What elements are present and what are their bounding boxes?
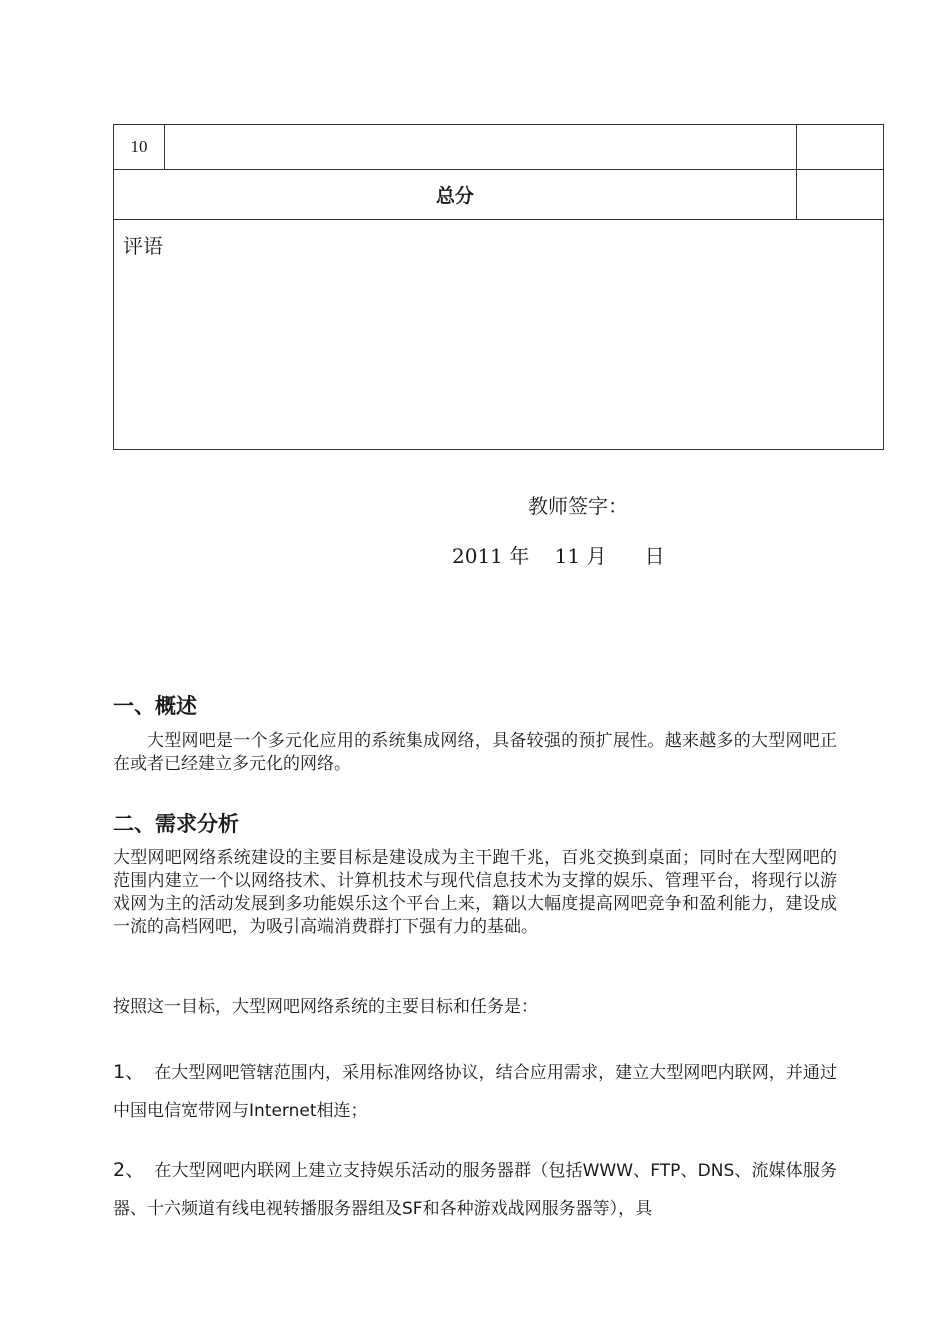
list-marker: 1、 xyxy=(113,1061,145,1083)
list-item-text-mid: 流媒体服务器、十六频道有线电视转播服务器组及 xyxy=(113,1161,838,1219)
list-item xyxy=(113,1151,837,1228)
total-label-cell: 总分 xyxy=(114,170,797,220)
requirements-paragraph: 大型网吧网络系统建设的主要目标是建设成为主干跑千兆，百兆交换到桌面；同时在大型网吧的范围内建立一个以网络技术、计算机技术与现代信息技术为支撑的娱乐、管理平台，将现行以游戏网为主的活动发展到多功能娱乐这个平台上来，籍以大幅度提高网吧竞争和盈利能力，建设成一流的高档网吧，为吸引高端消费群打下强有力的基础。 xyxy=(113,848,837,937)
remark-cell xyxy=(114,220,884,450)
list-item-term: WWW、FTP、DNS、 xyxy=(582,1161,752,1181)
item-content-cell xyxy=(165,125,797,170)
teacher-signature-label: 教师签字： xyxy=(528,494,628,518)
list-item xyxy=(113,1053,837,1130)
list-item-term-2: SF xyxy=(402,1199,423,1219)
grading-table xyxy=(113,124,884,450)
total-score-cell xyxy=(796,170,883,220)
section-heading-overview: 一、概述 xyxy=(113,694,197,718)
list-marker: 2、 xyxy=(113,1159,145,1181)
requirements-intro: 按照这一目标，大型网吧网络系统的主要目标和任务是： xyxy=(113,997,538,1017)
row-number-cell: 10 xyxy=(114,125,165,170)
item-score-cell xyxy=(796,125,883,170)
list-item-text-end: 和各种游戏战网服务器等），具 xyxy=(422,1199,653,1219)
list-item-text: 在大型网吧内联网上建立支持娱乐活动的服务器群（包括 xyxy=(154,1161,583,1181)
overview-paragraph: 大型网吧是一个多元化应用的系统集成网络，具备较强的预扩展性。越来越多的大型网吧正在或者已经建立多元化的网络。 xyxy=(113,731,837,774)
table-row xyxy=(114,170,884,220)
section-heading-requirements: 二、需求分析 xyxy=(113,812,239,836)
list-item-text-end: 相连； xyxy=(316,1101,368,1121)
table-row xyxy=(114,125,884,170)
remark-label: 评语 xyxy=(123,234,163,258)
list-item-term: Internet xyxy=(249,1101,317,1121)
signature-date: 2011 年 11 月 日 xyxy=(452,544,665,568)
list-item-text: 在大型网吧管辖范围内，采用标准网络协议，结合应用需求，建立大型网吧内联网，并通过中国电信宽带网与 xyxy=(113,1063,837,1121)
table-row xyxy=(114,220,884,450)
